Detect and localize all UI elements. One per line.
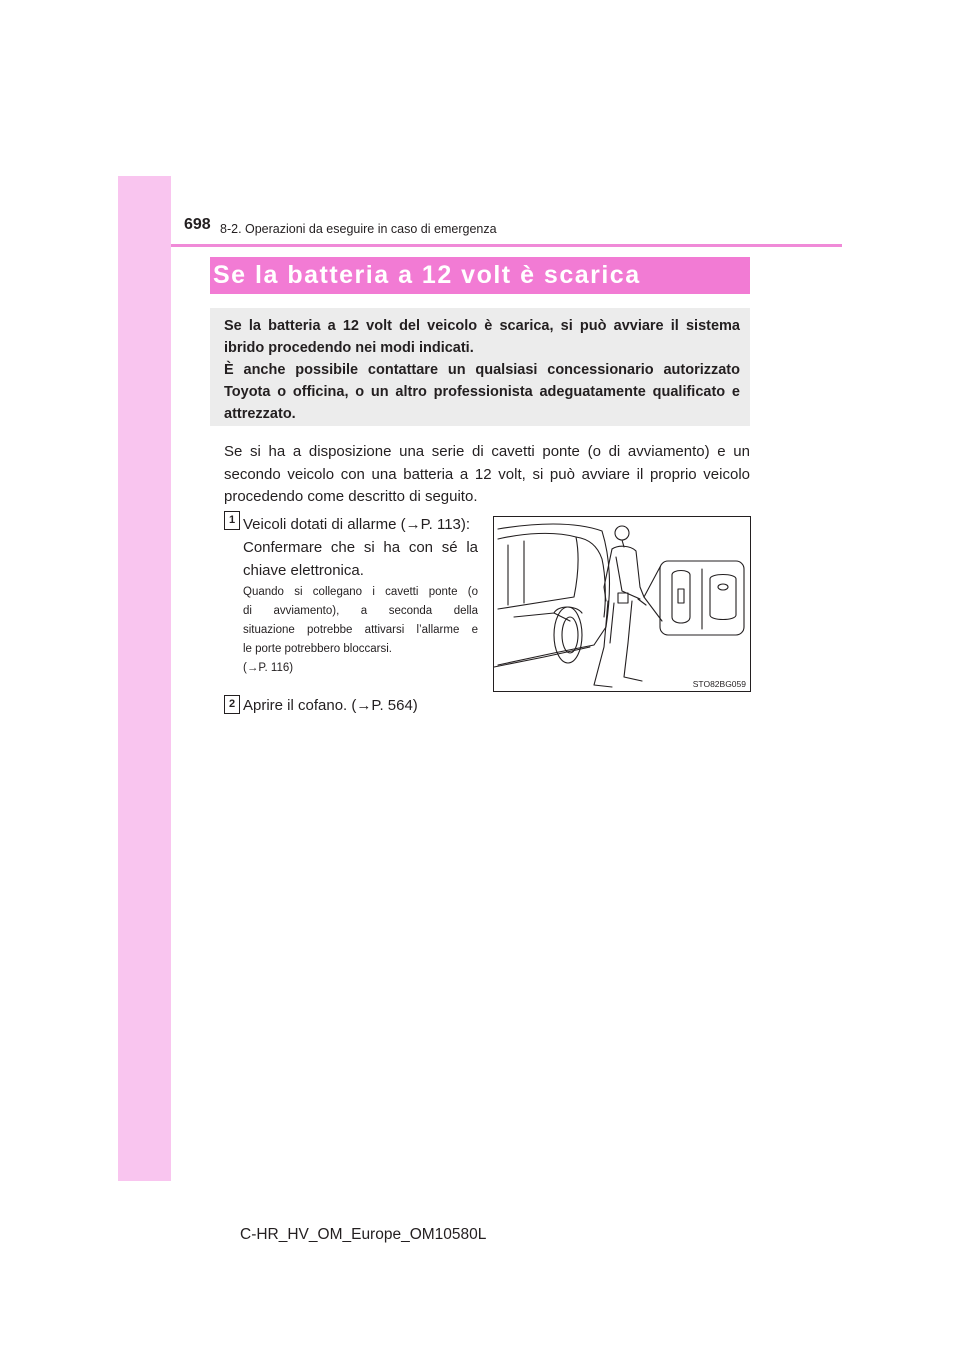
intro-line: Se la batteria a 12 volt del veicolo è scarica, si può avviare il sistema: [224, 318, 740, 334]
step-1-line: chiave elettronica.: [243, 562, 364, 579]
step-1-line: Veicoli dotati di allarme (→P. 113):: [243, 516, 471, 533]
note-line: di avviamento), a seconda della: [243, 605, 478, 617]
intro-line: È anche possibile contattare un qualsiasi concessionario autorizzato: [224, 362, 740, 378]
illustration-person-with-key: [493, 516, 751, 692]
intro-line: ibrido procedendo nei modi indicati.: [224, 340, 474, 356]
header-rule: [171, 244, 842, 247]
note-line: le porte potrebbero bloccarsi.: [243, 643, 392, 655]
body-line: secondo veicolo con una batteria a 12 volt, si può avviare il proprio veicolo: [224, 465, 750, 483]
note-line: (→P. 116): [243, 662, 294, 674]
step-1-text: [243, 513, 478, 582]
side-tab-band: [118, 176, 171, 1181]
step-1-line: Confermare che si ha con sé la: [243, 539, 478, 556]
step-1-note: [243, 583, 478, 678]
section-title: 8-2. Operazioni da eseguire in caso di emergenza: [220, 222, 497, 236]
intro-line: attrezzato.: [224, 406, 296, 422]
page-number: 698: [184, 216, 211, 233]
note-line: situazione potrebbe attivarsi l’allarme e: [243, 624, 478, 636]
intro-text: [224, 315, 740, 425]
body-paragraph: [224, 441, 750, 509]
page-title: Se la batteria a 12 volt è scarica: [213, 261, 641, 289]
image-code: STO82BG059: [692, 679, 746, 689]
footer-doc-code: C-HR_HV_OM_Europe_OM10580L: [240, 1226, 487, 1243]
step-2-badge: 2: [224, 695, 240, 714]
intro-line: Toyota o officina, o un altro professionista adeguatamente qualificato e: [224, 384, 740, 400]
body-line: Se si ha a disposizione una serie di cavetti ponte (o di avviamento) e un: [224, 443, 750, 460]
step-2-text: Aprire il cofano. (→P. 564): [243, 697, 418, 714]
body-line: procedendo come descritto di seguito.: [224, 488, 478, 505]
step-1-badge: 1: [224, 511, 240, 530]
note-line: Quando si collegano i cavetti ponte (o: [243, 586, 478, 598]
car-and-person-drawing: [494, 517, 750, 691]
